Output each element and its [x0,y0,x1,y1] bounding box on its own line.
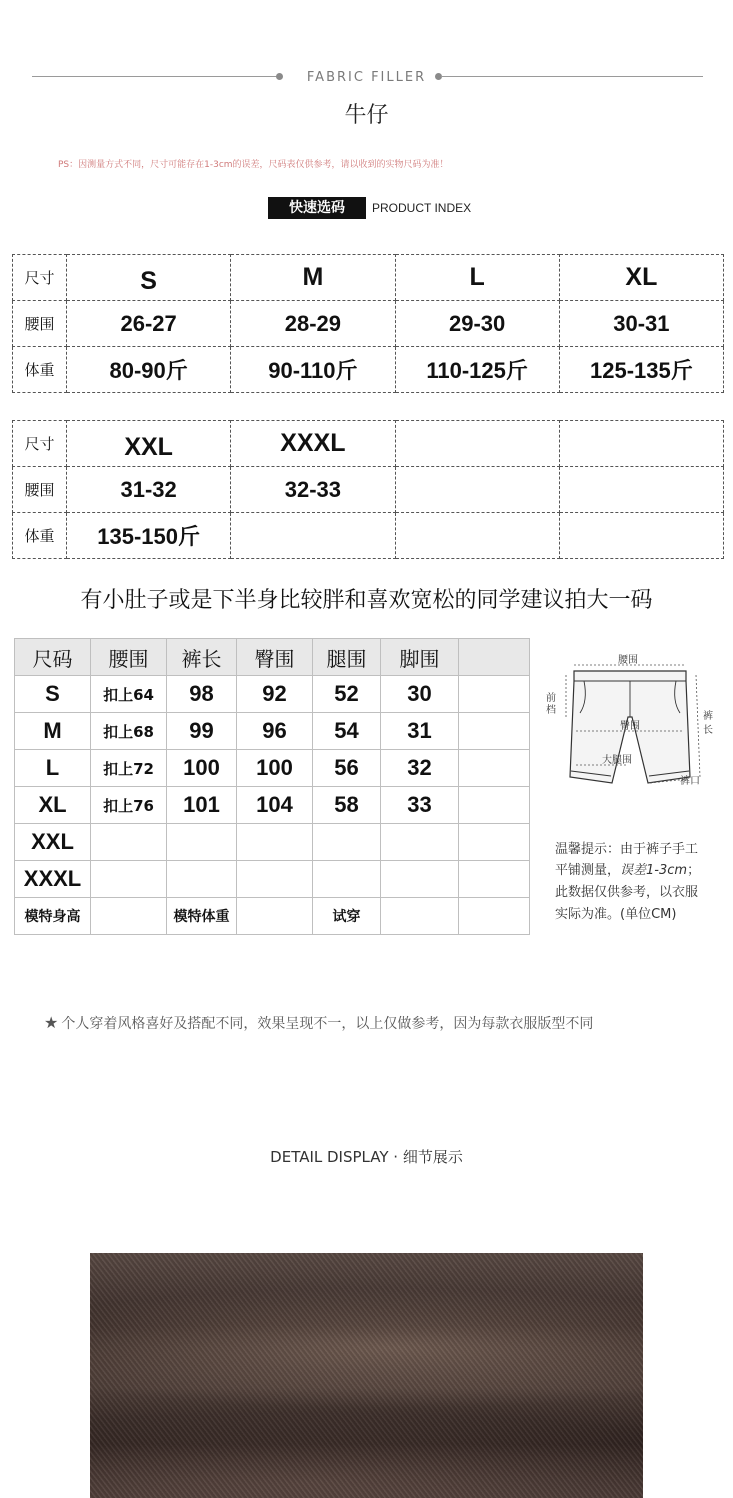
header-cell: 臀围 [237,639,313,676]
hem-cell: 31 [381,713,459,750]
model-height-label: 模特身高 [15,898,91,935]
hem-cell: 33 [381,787,459,824]
length-line [696,675,700,777]
tip-line-2-a: 平铺测量， [555,863,621,878]
size-cell: M [231,255,395,301]
table-row [15,676,530,713]
thigh-cell: 54 [313,713,381,750]
header-line-right [441,76,703,77]
length-label-1: 裤 [703,711,713,722]
header-cell [459,639,530,676]
empty-cell [459,824,530,861]
hem-cell [381,824,459,861]
size-cell: XL [559,255,723,301]
header-cell: 脚围 [381,639,459,676]
length-cell [167,824,237,861]
header-cell: 腰围 [91,639,167,676]
hip-cell: 100 [237,750,313,787]
row-label: 尺寸 [13,421,67,467]
thigh-cell: 56 [313,750,381,787]
empty-cell [459,713,530,750]
detail-title: DETAIL DISPLAY · 细节展示 [270,1148,463,1166]
style-note [44,1013,593,1033]
waist-cell: 32-33 [231,467,395,513]
size-cell: L [15,750,91,787]
empty-cell [459,787,530,824]
thigh-label: 大腿围 [602,755,632,766]
weight-cell: 90-110斤 [231,347,395,393]
size-cell: XXL [15,824,91,861]
header-cell: 裤长 [167,639,237,676]
table-row [13,347,724,393]
table-row [15,713,530,750]
tip-line-4: 实际为准。(单位CM) [555,907,677,922]
weight-cell: 80-90斤 [67,347,231,393]
header-title: FABRIC FILLER [306,70,427,85]
row-label: 尺寸 [13,255,67,301]
model-weight-label: 模特体重 [167,898,237,935]
hip-cell: 104 [237,787,313,824]
table-row [13,255,724,301]
header-cell: 腿围 [313,639,381,676]
empty-cell [559,421,723,467]
tip-line-1: 温馨提示：由于裤子手工 [555,842,699,857]
size-table-1 [12,254,724,393]
size-cell: XXL [67,421,231,467]
product-index-label: PRODUCT INDEX [372,201,472,215]
empty-cell [559,467,723,513]
table-row [15,824,530,861]
waist-cell: 扣上72 [91,750,167,787]
empty-cell [395,421,559,467]
size-cell: XXXL [231,421,395,467]
row-label: 腰围 [13,467,67,513]
waist-cell [91,824,167,861]
hem-label: 裤口 [680,776,700,787]
thigh-cell [313,861,381,898]
table-row [15,750,530,787]
waist-cell: 29-30 [395,301,559,347]
ps-note: PS：因测量方式不同，尺寸可能存在1-3cm的误差，尺码表仅供参考，请以收到的实物尺码为准！ [58,160,449,170]
length-cell: 98 [167,676,237,713]
length-cell: 100 [167,750,237,787]
waist-cell: 扣上64 [91,676,167,713]
table-row [15,861,530,898]
size-advice: 有小肚子或是下半身比较胖和喜欢宽松的同学建议拍大一码 [80,588,653,613]
table-row [13,301,724,347]
size-cell: M [15,713,91,750]
empty-cell [459,676,530,713]
empty-cell [381,898,459,935]
empty-cell [459,750,530,787]
tip-line-3: 此数据仅供参考，以衣服 [555,885,699,900]
hip-cell [237,824,313,861]
size-cell: L [395,255,559,301]
waist-cell: 26-27 [67,301,231,347]
size-cell: XXXL [15,861,91,898]
thigh-cell [313,824,381,861]
front-rise-label-2: 档 [546,705,556,716]
weight-cell: 135-150斤 [67,513,231,559]
shorts-measure-diagram [540,645,720,810]
size-cell: S [15,676,91,713]
quick-select-label: 快速选码 [268,197,366,219]
hip-label: 臀围 [620,721,640,732]
style-note-text: 个人穿着风格喜好及搭配不同，效果呈现不一，以上仅做参考，因为每款衣服版型不同 [61,1016,594,1032]
waist-cell [91,861,167,898]
empty-cell [559,513,723,559]
length-cell [167,861,237,898]
table-row [13,513,724,559]
size-table-2 [12,420,724,559]
waist-cell: 30-31 [559,301,723,347]
row-label: 体重 [13,513,67,559]
empty-cell [395,467,559,513]
hem-cell: 30 [381,676,459,713]
tip-error-range: 误差1-3cm [620,863,688,878]
waist-cell: 扣上68 [91,713,167,750]
thigh-cell: 52 [313,676,381,713]
table-row [13,467,724,513]
hip-cell [237,861,313,898]
fabric-name: 牛仔 [344,103,389,128]
empty-cell [91,898,167,935]
tip-line-2-c: ； [687,863,701,878]
table-row [13,421,724,467]
tip-line-2 [555,859,700,878]
hem-cell: 32 [381,750,459,787]
waist-label: 腰围 [618,655,638,666]
weight-cell: 110-125斤 [395,347,559,393]
front-rise-label-1: 前 [546,693,556,704]
table-header-row [15,639,530,676]
denim-fabric-photo [90,1253,643,1498]
measure-table [14,638,530,935]
row-label: 腰围 [13,301,67,347]
star-icon: ★ [44,1013,59,1032]
length-cell: 101 [167,787,237,824]
row-label: 体重 [13,347,67,393]
empty-cell [459,898,530,935]
length-cell: 99 [167,713,237,750]
hip-cell: 92 [237,676,313,713]
fitting-label: 试穿 [313,898,381,935]
empty-cell [237,898,313,935]
waist-cell: 扣上76 [91,787,167,824]
length-label-2: 长 [703,725,713,736]
empty-cell [459,861,530,898]
empty-cell [395,513,559,559]
waist-cell: 28-29 [231,301,395,347]
waist-cell: 31-32 [67,467,231,513]
weight-cell: 125-135斤 [559,347,723,393]
size-cell: S [67,255,231,301]
table-row [15,787,530,824]
table-footer-row [15,898,530,935]
hem-cell [381,861,459,898]
thigh-cell: 58 [313,787,381,824]
hip-cell: 96 [237,713,313,750]
empty-cell [231,513,395,559]
size-cell: XL [15,787,91,824]
header-cell: 尺码 [15,639,91,676]
